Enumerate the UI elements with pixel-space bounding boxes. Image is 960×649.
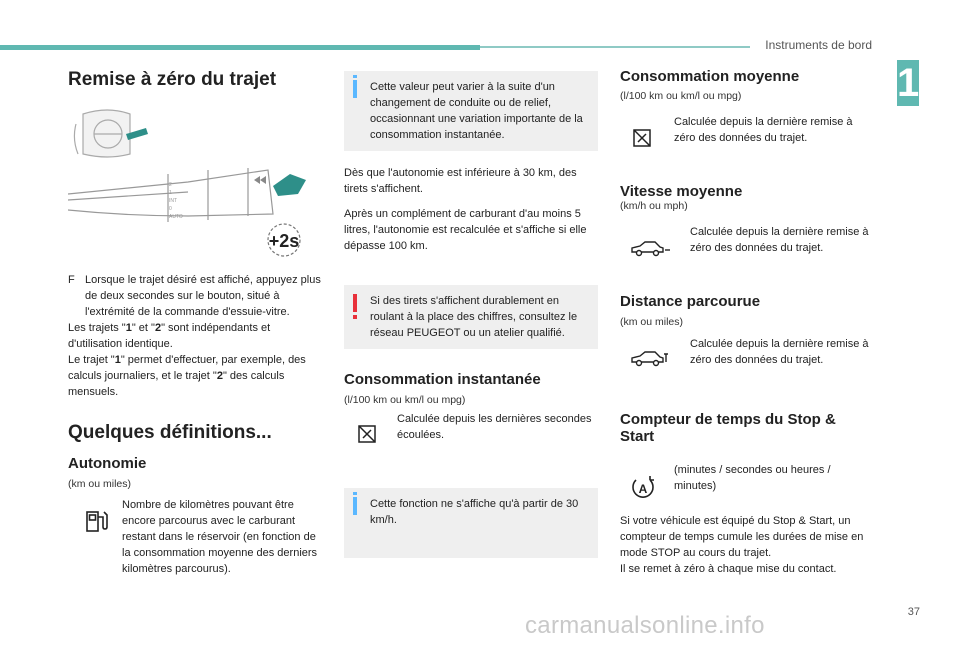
header-accent-line (480, 46, 750, 48)
svg-text:INT: INT (169, 198, 178, 204)
svg-text:0: 0 (169, 206, 172, 212)
vitesse-moyenne-title: Vitesse moyenne (620, 183, 743, 200)
stop-start-unit: (minutes / secondes ou heures / minutes) (674, 464, 831, 492)
conso-moyenne-unit: (l/100 km ou km/l ou mpg) (620, 90, 742, 102)
distance-parcourue-description: Calculée depuis la dernière remise à zéro des données du trajet. (690, 338, 869, 366)
conso-instantanee-description: Calculée depuis les dernières secondes écoulées. (397, 413, 592, 441)
fuel-gauge-icon (632, 128, 652, 148)
section-title-reset: Remise à zéro du trajet (68, 69, 277, 90)
vitesse-moyenne-description: Calculée depuis la dernière remise à zéro des données du trajet. (690, 226, 869, 254)
press-duration-badge (268, 224, 300, 256)
svg-text:+2s: +2s (268, 231, 300, 251)
svg-text:AUTO: AUTO (169, 214, 183, 220)
autonomie-unit: (km ou miles) (68, 478, 132, 490)
info-icon (353, 497, 357, 515)
conso-instantanee-unit: (l/100 km ou km/l ou mpg) (344, 394, 466, 406)
warning-note-dashes: Si des tirets s'affichent durablement en roulant à la place des chiffres, consultez le réseau PEUGEOT ou un atelier qualifié. (344, 285, 598, 349)
watermark: carmanualsonline.info (525, 612, 765, 639)
conso-instantanee-title: Consommation instantanée (344, 371, 541, 388)
stop-start-description: Si votre véhicule est équipé du Stop & Start, un compteur de temps cumule les durées de mise en mode STOP au cours du trajet. Il se remet à zéro à chaque mise du contact. (620, 515, 864, 575)
car-distance-icon (630, 350, 670, 368)
info-icon (353, 80, 357, 98)
stop-start-title: Compteur de temps du Stop & Start (620, 411, 836, 445)
distance-parcourue-unit: (km ou miles) (620, 316, 684, 328)
bullet-marker: F (68, 274, 75, 286)
wiper-stalk-illustration (68, 104, 318, 264)
header-accent-bar (0, 45, 480, 50)
warning-icon (353, 294, 357, 312)
trips-usage-text: Le trajet "1" permet d'effectuer, par exemple, des calculs journaliers, et le trajet "2" des calculs mensuels. (68, 354, 306, 398)
section-title-definitions: Quelques définitions... (68, 422, 272, 443)
conso-moyenne-title: Consommation moyenne (620, 68, 800, 85)
distance-parcourue-title: Distance parcourue (620, 293, 761, 310)
info-note-speed: Cette fonction ne s'affiche qu'à partir de 30 km/h. (344, 488, 598, 558)
stop-start-icon (630, 474, 656, 500)
fuel-pump-icon (84, 508, 110, 534)
car-speed-icon (630, 240, 670, 258)
vitesse-moyenne-unit: (km/h ou mph) (620, 200, 688, 212)
conso-moyenne-description: Calculée depuis la dernière remise à zéro des données du trajet. (674, 116, 853, 144)
svg-text:2: 2 (169, 182, 172, 188)
svg-text:A: A (638, 482, 648, 496)
refuel-text: Après un complément de carburant d'au moins 5 litres, l'autonomie est recalculée et s'affiche si elle dépasse 100 km. (344, 208, 587, 252)
trips-independent-text: Les trajets "1" et "2" sont indépendants et d'utilisation identique. (68, 322, 271, 350)
chapter-number-tab (897, 60, 919, 106)
svg-text:1: 1 (169, 190, 172, 196)
fuel-gauge-icon (357, 424, 377, 444)
info-note-variation: Cette valeur peut varier à la suite d'un changement de conduite ou de relief, occasionnant une variation importante de la consommation instantanée. (344, 71, 598, 151)
page-number: 37 (907, 606, 920, 618)
chapter-number: 1 (897, 61, 920, 105)
chapter-title: Instruments de bord (765, 38, 872, 52)
dashes-text: Dès que l'autonomie est inférieure à 30 km, des tirets s'affichent. (344, 167, 577, 195)
autonomie-description: Nombre de kilomètres pouvant être encore parcourus avec le carburant restant dans le réservoir (en fonction de la consommation moyenne des derniers kilomètres parcourus). (122, 499, 318, 575)
reset-instructions: F Lorsque le trajet désiré est affiché, appuyez plus de deux secondes sur le bouton, situé à l'extrémité de la commande d'essuie-vitre. Les trajets "1" et "2" sont indépendants et d'utilisation identique. Le trajet "1" permet d'effectuer, par exemple, des calculs journaliers, et le trajet "2" des calculs mensuels. (68, 272, 324, 400)
autonomie-title: Autonomie (68, 455, 147, 472)
